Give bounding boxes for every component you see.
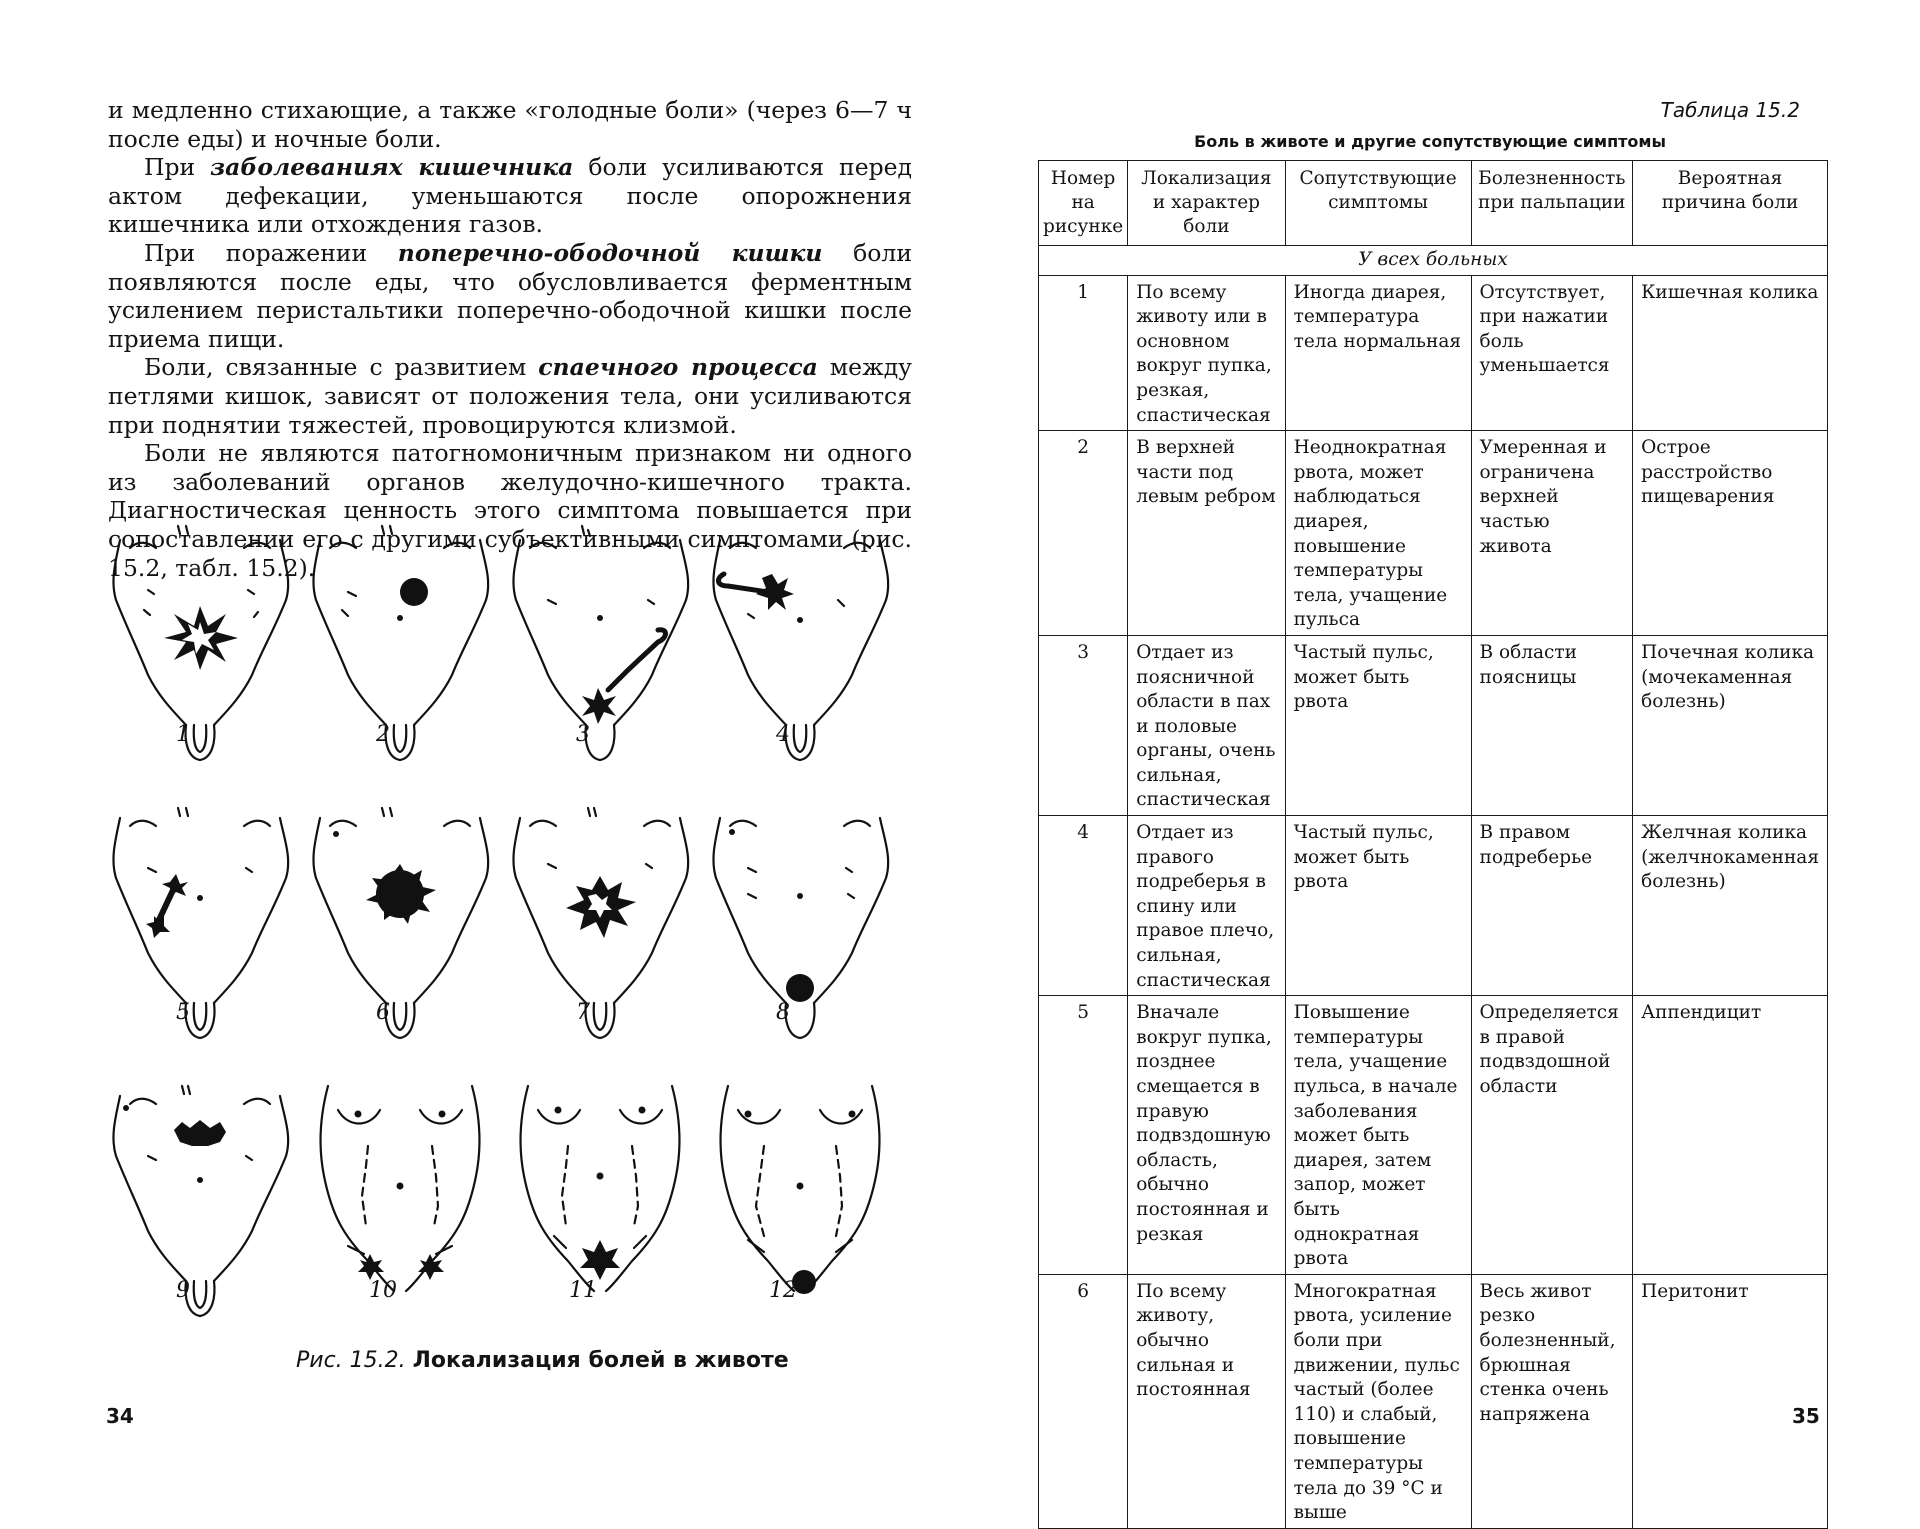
body-paragraph [108,353,912,439]
table-row [1039,431,1828,636]
table-cell: Кишечная колика [1633,275,1828,431]
table-cell: Аппендицит [1633,996,1828,1275]
torso-pain-umbilical-to-right-iliac-drawing [108,798,298,1048]
torso-female-pain-bilateral-inguinal-drawing [308,1076,498,1326]
figure-4 [708,520,898,770]
figure-number: 2 [376,722,390,747]
body-paragraph [108,153,912,239]
figure-number: 8 [776,1000,790,1025]
left-page [0,0,960,1493]
column-header: Локализация и характер боли [1128,161,1285,246]
row-number-cell: 3 [1039,635,1128,815]
torso-female-pain-lower-right-drawing [708,1076,898,1326]
figure-8 [708,798,898,1048]
body-paragraph [108,96,912,153]
paragraph-text: боли усиливаются перед актом дефекации, уменьшаются после опорожнения кишечника или отхождения газов. [108,153,913,239]
torso-pain-epigastric-drawing [108,1076,298,1326]
emphasized-term: поперечно-ободочной кишки [397,238,823,267]
figure-1 [108,520,298,770]
table-cell: Отсутствует, при нажатии боль уменьшается [1471,275,1633,431]
row-number-cell: 4 [1039,816,1128,996]
group-row [1039,246,1828,276]
paragraph-text: и медленно стихающие, а также «голодные боли» (через 6—7 ч после еды) и ночные боли. [108,96,912,153]
table-cell: Частый пульс, может быть рвота [1285,816,1471,996]
row-number-cell: 5 [1039,996,1128,1275]
figure-5 [108,798,298,1048]
paragraph-text: между петлями кишок, зависят от положения тела, они усиливаются при поднятии тяжестей, провоцируются клизмой. [108,353,912,439]
table-title: Боль в животе и другие сопутствующие симптомы [1194,132,1666,151]
table-cell: Отдает из правого подреберья в спину или правое плечо, сильная, спастическая [1128,816,1285,996]
table-cell: В верхней части под левым ребром [1128,431,1285,636]
table-cell: Умеренная и ограничена верхней частью живота [1471,431,1633,636]
body-text [108,96,912,582]
paragraph-text: Боли, связанные с развитием [144,353,539,382]
figure-6 [308,798,498,1048]
table-cell: По всему животу, обычно сильная и постоянная [1128,1274,1285,1528]
column-header: Сопутствующие симптомы [1285,161,1471,246]
table-cell: Вначале вокруг пупка, позднее смещается в правую подвздошную область, обычно постоянная и резкая [1128,996,1285,1275]
torso-pain-diffuse-drawing [308,798,498,1048]
paragraph-text: При поражении [144,238,398,267]
table-cell: По всему животу или в основном вокруг пупка, резкая, спастическая [1128,275,1285,431]
emphasized-term: спаечного процесса [538,353,818,382]
figure-number: 3 [576,722,590,747]
figure-2 [308,520,498,770]
table-cell: Определяется в правой подвздошной области [1471,996,1633,1275]
table-cell: Желчная колика (желчнокаменная болезнь) [1633,816,1828,996]
figure-number: 1 [176,722,190,747]
column-header: Вероятная причина боли [1633,161,1828,246]
table-row [1039,275,1828,431]
table-cell: Иногда диарея, температура тела нормальная [1285,275,1471,431]
table-cell: В правом подреберье [1471,816,1633,996]
table-cell: Повышение температуры тела, учащение пульса, в начале заболевания может быть диарея, затем запор, может быть однократная рвота [1285,996,1471,1275]
torso-pain-left-upper-drawing [308,520,498,770]
figure-number: 12 [769,1278,797,1303]
figure-10 [308,1076,498,1326]
torso-pain-central-drawing [508,798,698,1048]
row-number-cell: 6 [1039,1274,1128,1528]
figure-9 [108,1076,298,1326]
group-label: У всех больных [1039,246,1828,276]
figure-3 [508,520,698,770]
table-cell: Почечная колика (мочекаменная болезнь) [1633,635,1828,815]
torso-pain-right-hypochondrium-drawing [708,520,898,770]
figure-number: 5 [176,1000,190,1025]
table-cell: Частый пульс, может быть рвота [1285,635,1471,815]
symptoms-table [1038,160,1828,1529]
figure-12 [708,1076,898,1326]
figure-caption [296,1348,789,1373]
paragraph-text: боли появляются после еды, что обусловливается ферментным усилением перистальтики поперечно-ободочной кишки после приема пищи. [108,238,912,353]
figure-number: 4 [776,722,790,747]
torso-pain-umbilical-drawing [108,520,298,770]
table-cell: Острое расстройство пищеварения [1633,431,1828,636]
table-row [1039,816,1828,996]
torso-pain-lumbar-groin-drawing [508,520,698,770]
row-number-cell: 2 [1039,431,1128,636]
table-cell: Перитонит [1633,1274,1828,1528]
paragraph-text: При [144,153,211,182]
figure-grid [108,520,918,1350]
torso-pain-suprapubic-drawing [708,798,898,1048]
paragraph-text: Боли не являются патогномоничным признаком ни одного из заболеваний органов желудочно-кишечного тракта. Диагностическая ценность этого симптома повышается при сопоставлении его с другими субъективными симптомами (рис. 15.2, табл. 15.2). [108,439,912,582]
table-cell: Неоднократная рвота, может наблюдаться диарея, повышение температуры тела, учащение пульса [1285,431,1471,636]
figure-number: 11 [569,1278,597,1303]
torso-female-pain-suprapubic-drawing [508,1076,698,1326]
page-number: 34 [106,1404,134,1428]
table-cell: Отдает из поясничной области в пах и половые органы, очень сильная, спастическая [1128,635,1285,815]
table-cell: В области поясницы [1471,635,1633,815]
table-row [1039,996,1828,1275]
figure-number: 9 [176,1278,190,1303]
row-number-cell: 1 [1039,275,1128,431]
table-header-row [1039,161,1828,246]
figure-number: 6 [376,1000,390,1025]
table-row [1039,635,1828,815]
table-cell: Многократная рвота, усиление боли при движении, пульс частый (более 110) и слабый, повышение температуры тела до 39 °C и выше [1285,1274,1471,1528]
right-page [960,0,1920,1524]
caption-prefix: Рис. 15.2. [296,1348,406,1373]
table-row [1039,1274,1828,1528]
emphasized-term: заболеваниях кишечника [210,153,574,182]
caption-title: Локализация болей в животе [412,1348,789,1373]
table-cell: Весь живот резко болезненный, брюшная стенка очень напряжена [1471,1274,1633,1528]
figure-7 [508,798,698,1048]
figure-number: 10 [369,1278,397,1303]
table-label: Таблица 15.2 [1660,98,1800,122]
figure-number: 7 [576,1000,590,1025]
figure-11 [508,1076,698,1326]
page-number: 35 [1792,1404,1820,1428]
body-paragraph [108,239,912,353]
column-header: Болезненность при пальпации [1471,161,1633,246]
column-header: Номер на рисунке [1039,161,1128,246]
